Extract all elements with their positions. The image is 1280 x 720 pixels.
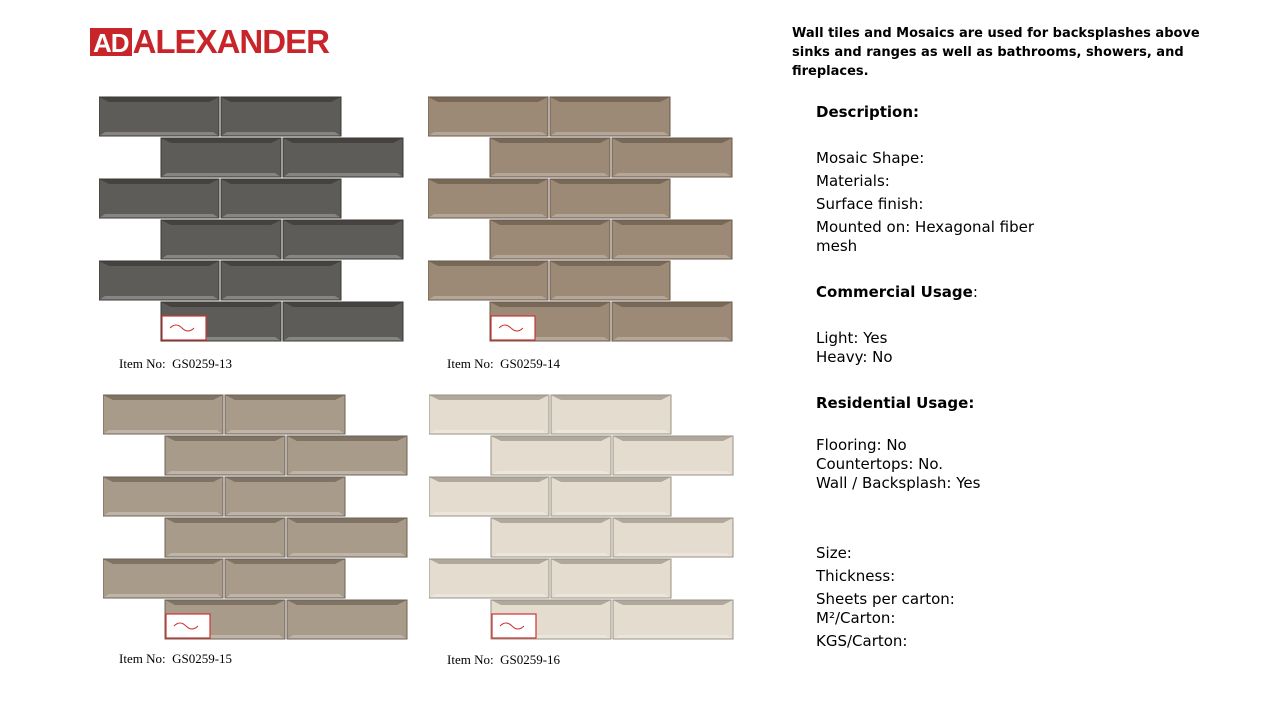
- materials-label: Materials:: [816, 172, 890, 190]
- mosaic-tile: [490, 138, 610, 177]
- mosaic-tile: [225, 559, 345, 598]
- mosaic-tile: [429, 395, 549, 434]
- company-logo: [90, 23, 329, 60]
- mosaic-tile: [161, 138, 281, 177]
- tagline-line-2: sinks and ranges as well as bathrooms, showers, and fireplaces.: [792, 45, 1184, 79]
- tagline-line-1: Wall tiles and Mosaics are used for backsplashes above: [792, 26, 1200, 41]
- item-number-caption: Item No: GS0259-13: [119, 356, 233, 371]
- product-image-gs0259-16: [429, 394, 735, 640]
- thickness-label: Thickness:: [816, 567, 896, 585]
- countertops-value: Countertops: No.: [816, 455, 944, 473]
- mosaic-tile: [490, 220, 610, 259]
- mosaic-tile: [283, 220, 403, 259]
- mosaic-tile: [103, 477, 223, 516]
- mosaic-tile: [283, 138, 403, 177]
- mosaic-tile: [221, 261, 341, 300]
- mosaic-tile: [491, 518, 611, 557]
- mosaic-tile: [551, 395, 671, 434]
- commercial-usage-title: Commercial Usage: [816, 283, 973, 301]
- mosaic-tile: [99, 261, 219, 300]
- mosaic-tile: [221, 97, 341, 136]
- mosaic-tile: [103, 395, 223, 434]
- wall-backsplash-value: Wall / Backsplash: Yes: [816, 474, 981, 492]
- sheet-paper-label: [162, 316, 206, 340]
- mosaic-tile: [221, 179, 341, 218]
- mosaic-tile: [283, 302, 403, 341]
- mosaic-tile: [551, 559, 671, 598]
- sheet-paper-label: [491, 316, 535, 340]
- mosaic-tile: [428, 261, 548, 300]
- flooring-value: Flooring: No: [816, 436, 907, 454]
- mosaic-tile: [287, 436, 407, 475]
- item-number-caption: Item No: GS0259-15: [119, 651, 233, 666]
- mosaic-tile: [551, 477, 671, 516]
- mosaic-tile: [429, 477, 549, 516]
- product-image-gs0259-15: [103, 394, 409, 640]
- mosaic-tile: [428, 179, 548, 218]
- mosaic-tile: [287, 518, 407, 557]
- commercial-usage-heading: [816, 283, 978, 302]
- mosaic-tile: [287, 600, 407, 639]
- product-image-gs0259-13: [99, 96, 405, 342]
- mosaic-tile: [429, 559, 549, 598]
- mosaic-tile: [161, 220, 281, 259]
- logo-wordmark: ALEXANDER: [132, 23, 329, 60]
- mosaic-tile: [550, 179, 670, 218]
- mosaic-tile: [165, 518, 285, 557]
- logo-mark: AD: [90, 28, 132, 56]
- mosaic-tile: [550, 261, 670, 300]
- m2-per-carton-label: M²/Carton:: [816, 609, 896, 627]
- mosaic-tile: [428, 97, 548, 136]
- surface-finish-label: Surface finish:: [816, 195, 924, 213]
- mounted-on-label: Mounted on: Hexagonal fiber mesh: [816, 218, 1035, 255]
- mosaic-tile: [103, 559, 223, 598]
- mosaic-tile: [613, 600, 733, 639]
- residential-usage-heading: Residential Usage:: [816, 394, 975, 412]
- kgs-per-carton-label: KGS/Carton:: [816, 632, 908, 650]
- item-number-caption: Item No: GS0259-16: [447, 652, 561, 667]
- mosaic-tile: [165, 436, 285, 475]
- description-heading: Description:: [816, 103, 920, 121]
- mosaic-tile: [225, 395, 345, 434]
- mosaic-tile: [550, 97, 670, 136]
- mosaic-tile: [613, 518, 733, 557]
- tagline: [792, 24, 1262, 81]
- mosaic-tile: [99, 97, 219, 136]
- mosaic-tile: [612, 138, 732, 177]
- mosaic-tile: [99, 179, 219, 218]
- item-number-caption: Item No: GS0259-14: [447, 356, 561, 371]
- light-usage-value: Light: Yes: [816, 329, 888, 347]
- sheets-per-carton-label: Sheets per carton:: [816, 590, 955, 608]
- sheet-paper-label: [166, 614, 210, 638]
- mosaic-tile: [613, 436, 733, 475]
- mosaic-tile: [225, 477, 345, 516]
- mosaic-shape-label: Mosaic Shape:: [816, 149, 925, 167]
- commercial-usage-colon: :: [972, 283, 978, 301]
- heavy-usage-value: Heavy: No: [816, 348, 893, 366]
- product-image-gs0259-14: [428, 96, 734, 342]
- mosaic-tile: [612, 220, 732, 259]
- size-label: Size:: [816, 544, 852, 562]
- mosaic-tile: [612, 302, 732, 341]
- mosaic-tile: [491, 436, 611, 475]
- sheet-paper-label: [492, 614, 536, 638]
